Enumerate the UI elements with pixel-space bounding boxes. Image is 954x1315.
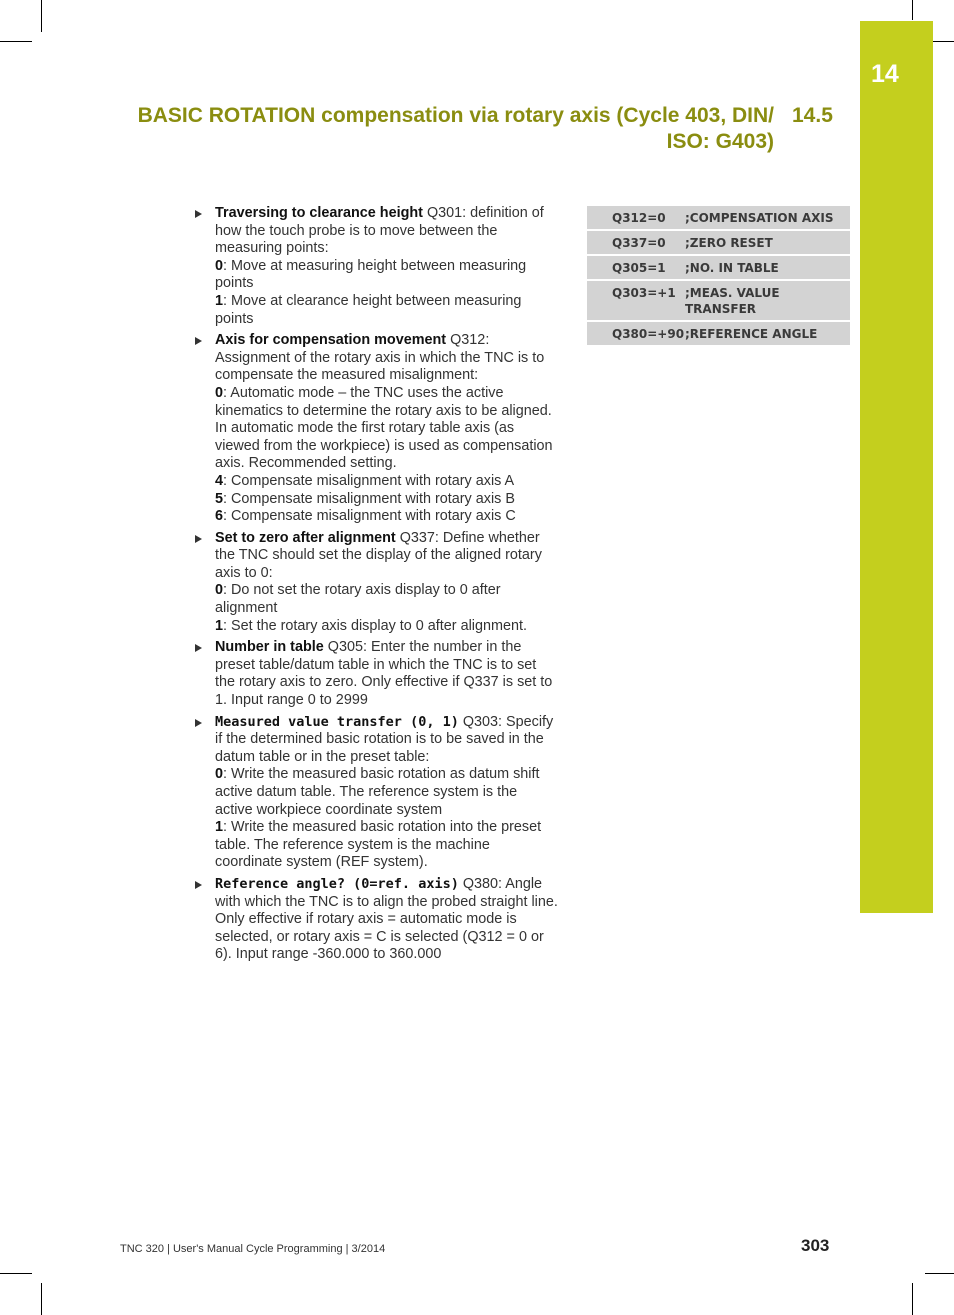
crop-mark bbox=[41, 0, 42, 32]
crop-mark bbox=[0, 1273, 32, 1274]
page-number: 303 bbox=[801, 1236, 830, 1255]
parameter-term: Number in table bbox=[215, 639, 324, 656]
crop-mark bbox=[41, 1283, 42, 1315]
parameter-option bbox=[215, 618, 558, 636]
option-key: 6 bbox=[215, 508, 224, 525]
parameter-term: Set to zero after alignment bbox=[215, 529, 396, 546]
parameter-description: Q337: Define whether the TNC should set the display of the aligned rotary axis to 0: bbox=[215, 529, 542, 581]
code-comment: ;REFERENCE ANGLE bbox=[685, 321, 850, 346]
code-comment: ;ZERO RESET bbox=[685, 230, 850, 255]
parameter-term: Reference angle? (0=ref. axis) bbox=[215, 875, 459, 892]
page-title-line-2: ISO: G403) bbox=[666, 130, 774, 153]
option-key: 5 bbox=[215, 490, 224, 507]
parameter-item bbox=[194, 332, 558, 526]
parameter-option bbox=[215, 766, 558, 819]
parameter-option bbox=[215, 385, 558, 473]
option-text: : Do not set the rotary axis display to 0 after alignment bbox=[215, 582, 501, 617]
code-param: Q337=0 bbox=[587, 230, 685, 255]
option-key: 1 bbox=[215, 617, 224, 634]
bullet-arrow-icon bbox=[195, 337, 202, 345]
bullet-arrow-icon bbox=[195, 535, 202, 543]
parameter-option bbox=[215, 491, 558, 509]
bullet-arrow-icon bbox=[195, 719, 202, 727]
page-title bbox=[120, 103, 774, 155]
parameter-item bbox=[194, 205, 558, 328]
code-param: Q303=+1 bbox=[587, 280, 685, 321]
parameter-list bbox=[194, 205, 558, 968]
footer-text: TNC 320 | User's Manual Cycle Programming | 3/2014 bbox=[120, 1243, 386, 1255]
parameter-term: Measured value transfer (0, 1) bbox=[215, 713, 459, 730]
code-param: Q305=1 bbox=[587, 255, 685, 280]
option-key: 4 bbox=[215, 472, 224, 489]
parameter-description: Q312: Assignment of the rotary axis in which the TNC is to compensate the measured misalignment: bbox=[215, 332, 545, 384]
crop-mark bbox=[912, 0, 913, 20]
code-comment: ;MEAS. VALUE TRANSFER bbox=[685, 280, 850, 321]
table-row bbox=[587, 321, 850, 346]
code-param: Q312=0 bbox=[587, 206, 685, 230]
option-key: 1 bbox=[215, 819, 224, 836]
code-table bbox=[587, 206, 850, 347]
table-row bbox=[587, 206, 850, 230]
chapter-tab bbox=[860, 21, 933, 913]
parameter-term: Axis for compensation movement bbox=[215, 332, 447, 349]
parameter-option bbox=[215, 508, 558, 526]
option-key: 0 bbox=[215, 766, 224, 783]
crop-mark bbox=[0, 41, 32, 42]
option-text: : Compensate misalignment with rotary axis C bbox=[223, 508, 516, 525]
option-key: 0 bbox=[215, 582, 224, 599]
bullet-arrow-icon bbox=[195, 210, 202, 218]
parameter-description: Q303: Specify if the determined basic rotation is to be saved in the datum table or in the preset table: bbox=[215, 713, 554, 765]
option-text: : Compensate misalignment with rotary axis A bbox=[223, 472, 515, 489]
code-comment: ;NO. IN TABLE bbox=[685, 255, 850, 280]
option-text: : Write the measured basic rotation as datum shift active datum table. The reference system is the active workpiece coordinate system bbox=[215, 766, 540, 818]
parameter-option bbox=[215, 258, 558, 293]
crop-mark bbox=[925, 1273, 954, 1274]
option-key: 1 bbox=[215, 292, 224, 309]
table-row bbox=[587, 230, 850, 255]
option-text: : Move at measuring height between measuring points bbox=[215, 257, 527, 292]
option-key: 0 bbox=[215, 384, 224, 401]
code-comment: ;COMPENSATION AXIS bbox=[685, 206, 850, 230]
parameter-description: Q305: Enter the number in the preset table/datum table in which the TNC is to set the rotary axis to zero. Only effective if Q337 is set to 1. Input range 0 to 2999 bbox=[215, 639, 553, 709]
option-text: : Set the rotary axis display to 0 after alignment. bbox=[223, 617, 527, 634]
parameter-item bbox=[194, 876, 558, 964]
bullet-arrow-icon bbox=[195, 881, 202, 889]
parameter-term: Traversing to clearance height bbox=[215, 205, 423, 221]
crop-mark bbox=[912, 1283, 913, 1315]
page-title-line-1: BASIC ROTATION compensation via rotary axis (Cycle 403, DIN/ bbox=[137, 104, 774, 127]
option-text: : Write the measured basic rotation into the preset table. The reference system is the machine coordinate system (REF system). bbox=[215, 819, 542, 871]
option-key: 0 bbox=[215, 257, 224, 274]
option-text: : Compensate misalignment with rotary axis B bbox=[223, 490, 515, 507]
chapter-number: 14 bbox=[871, 60, 899, 88]
parameter-item bbox=[194, 639, 558, 709]
parameter-option bbox=[215, 293, 558, 328]
table-row bbox=[587, 255, 850, 280]
parameter-description: Q380: Angle with which the TNC is to align the probed straight line. Only effective if rotary axis = automatic mode is selected, or rotary axis = C is selected (Q312 = 0 or 6). Input range -360.000 to 360.000 bbox=[215, 875, 558, 963]
parameter-item bbox=[194, 714, 558, 872]
parameter-option bbox=[215, 819, 558, 872]
table-row bbox=[587, 280, 850, 321]
option-text: : Automatic mode – the TNC uses the active kinematics to determine the rotary axis to be aligned. In automatic mode the first rotary table axis (as viewed from the workpiece) is used as compensation axis. Recommended setting. bbox=[215, 384, 553, 472]
parameter-option bbox=[215, 582, 558, 617]
parameter-item bbox=[194, 530, 558, 636]
bullet-arrow-icon bbox=[195, 644, 202, 652]
section-number: 14.5 bbox=[792, 104, 833, 127]
code-param: Q380=+90 bbox=[587, 321, 685, 346]
parameter-option bbox=[215, 473, 558, 491]
option-text: : Move at clearance height between measuring points bbox=[215, 292, 522, 327]
parameter-description: Q301: definition of how the touch probe is to move between the measuring points: bbox=[215, 205, 544, 257]
